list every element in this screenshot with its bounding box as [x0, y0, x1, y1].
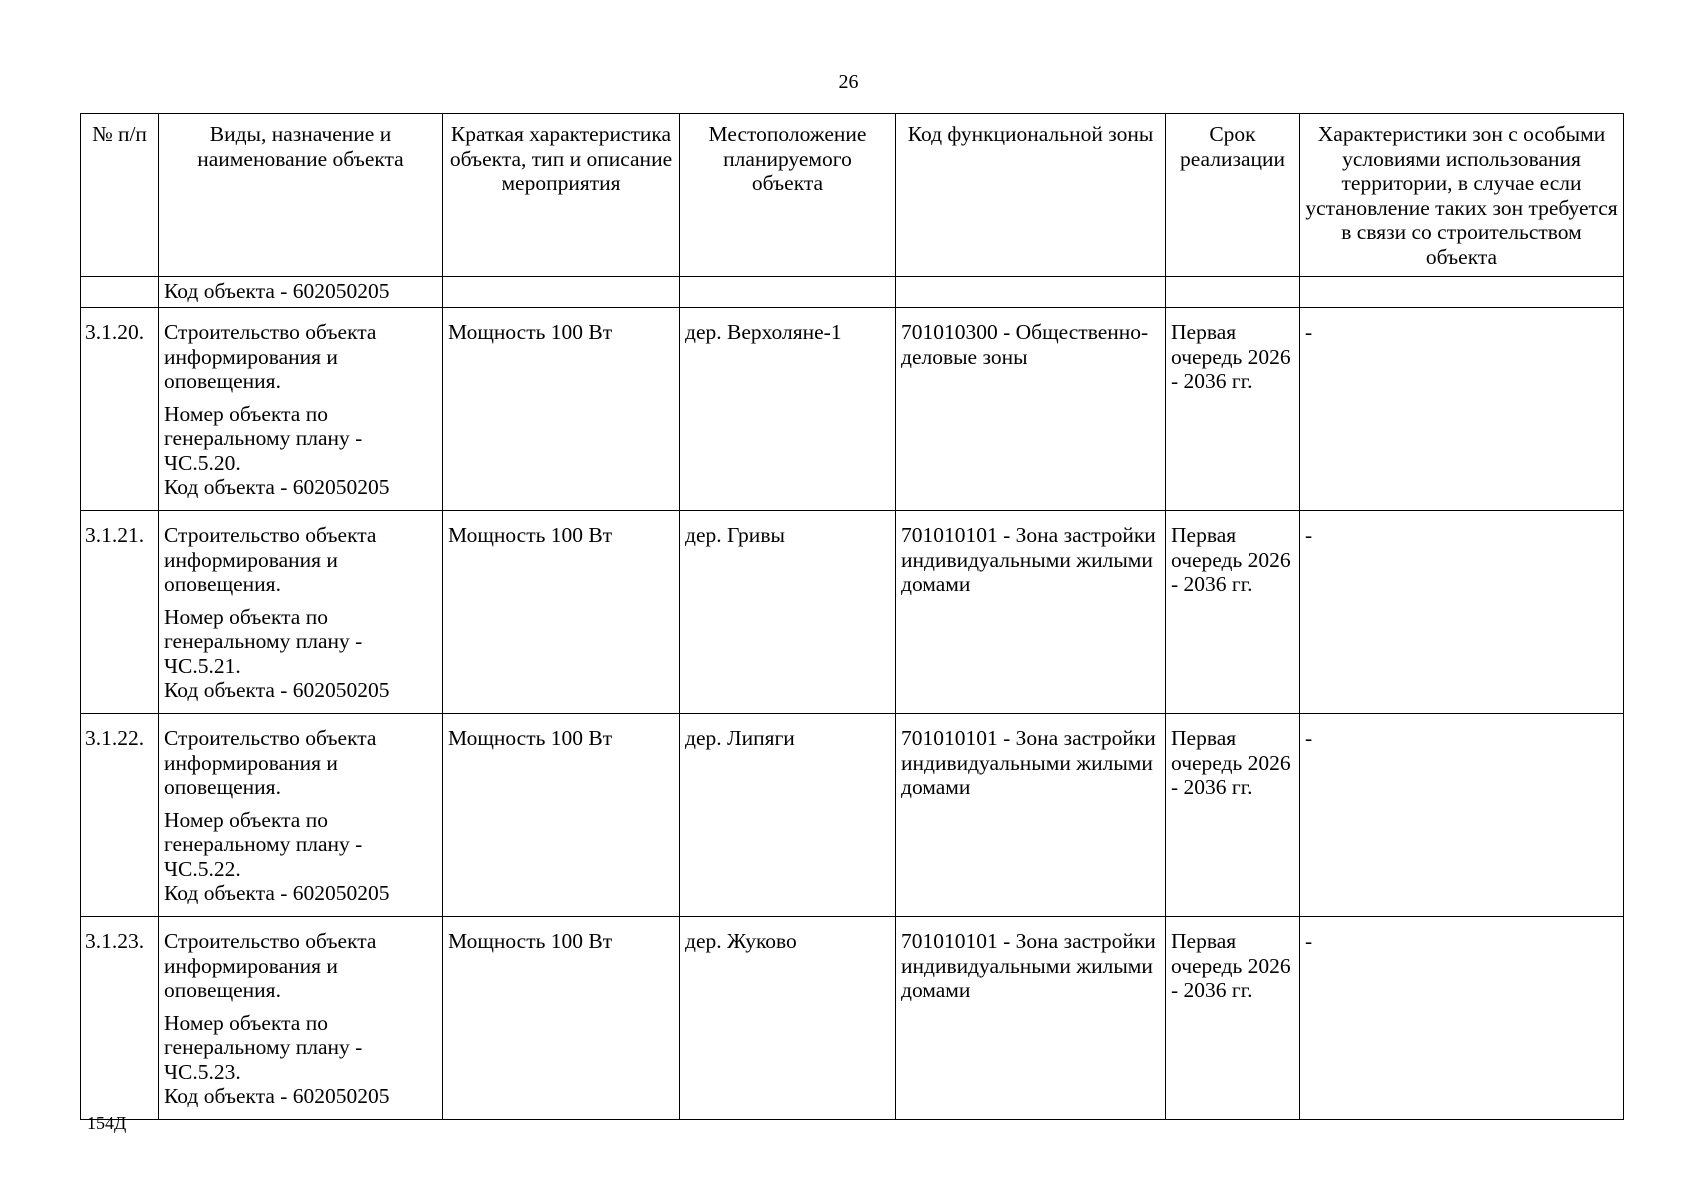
object-plan-number: Номер объекта по генеральному плану - ЧС.5.20. [164, 401, 363, 475]
object-title: Строительство объекта информирования и оповещения. [164, 726, 377, 799]
object-plan-number: Номер объекта по генеральному плану - ЧС.5.23. [164, 1010, 363, 1084]
header-zone-code: Код функциональной зоны [896, 114, 1166, 277]
cell-number: 3.1.22. [81, 714, 159, 917]
table-row [81, 917, 1624, 1120]
header-object-name: Виды, назначение и наименование объекта [159, 114, 443, 277]
cell-term: Первая очередь 2026 - 2036 гг. [1166, 308, 1300, 511]
cell-location: дер. Гривы [680, 511, 896, 714]
cell-number: 3.1.23. [81, 917, 159, 1120]
cell-special-zones [1300, 277, 1624, 308]
table-header-row [81, 114, 1624, 277]
cell-number: 3.1.21. [81, 511, 159, 714]
object-code: Код объекта - 602050205 [164, 475, 390, 499]
table-row-continuation [81, 277, 1624, 308]
cell-zone-code: 701010101 - Зона застройки индивидуальными жилыми домами [896, 917, 1166, 1120]
cell-characteristic: Мощность 100 Вт [443, 308, 680, 511]
object-plan-number: Номер объекта по генеральному плану - ЧС.5.21. [164, 604, 363, 678]
cell-object-name [159, 917, 443, 1120]
cell-zone-code: 701010101 - Зона застройки индивидуальными жилыми домами [896, 511, 1166, 714]
cell-term: Первая очередь 2026 - 2036 гг. [1166, 511, 1300, 714]
header-characteristic: Краткая характеристика объекта, тип и описание мероприятия [443, 114, 680, 277]
header-term: Срок реализации [1166, 114, 1300, 277]
cell-zone-code: 701010101 - Зона застройки индивидуальными жилыми домами [896, 714, 1166, 917]
page-number: 26 [838, 71, 859, 93]
object-code: Код объекта - 602050205 [164, 1084, 390, 1108]
cell-zone-code: 701010300 - Общественно-деловые зоны [896, 308, 1166, 511]
object-code: Код объекта - 602050205 [164, 678, 390, 702]
cell-term: Первая очередь 2026 - 2036 гг. [1166, 714, 1300, 917]
cell-object-name: Код объекта - 602050205 [159, 277, 443, 308]
cell-characteristic: Мощность 100 Вт [443, 917, 680, 1120]
object-plan-number: Номер объекта по генеральному плану - ЧС.5.22. [164, 807, 363, 881]
cell-term: Первая очередь 2026 - 2036 гг. [1166, 917, 1300, 1120]
header-special-zones: Характеристики зон с особыми условиями использования территории, в случае если установление таких зон требуется в связи со строительством объекта [1300, 114, 1624, 277]
cell-number: 3.1.20. [81, 308, 159, 511]
object-title: Строительство объекта информирования и оповещения. [164, 523, 377, 596]
cell-object-name [159, 308, 443, 511]
cell-location [680, 277, 896, 308]
cell-special-zones: - [1300, 511, 1624, 714]
table-row [81, 714, 1624, 917]
footer-document-code: 154Д [87, 1113, 127, 1133]
cell-special-zones: - [1300, 308, 1624, 511]
header-location: Местоположение планируемого объекта [680, 114, 896, 277]
table-row [81, 308, 1624, 511]
cell-special-zones: - [1300, 714, 1624, 917]
table-row [81, 511, 1624, 714]
object-title: Строительство объекта информирования и оповещения. [164, 320, 377, 393]
cell-term [1166, 277, 1300, 308]
cell-zone-code [896, 277, 1166, 308]
cell-characteristic: Мощность 100 Вт [443, 714, 680, 917]
cell-location: дер. Верхоляне-1 [680, 308, 896, 511]
cell-number [81, 277, 159, 308]
cell-characteristic [443, 277, 680, 308]
cell-location: дер. Жуково [680, 917, 896, 1120]
cell-object-name [159, 511, 443, 714]
object-title: Строительство объекта информирования и оповещения. [164, 929, 377, 1002]
cell-location: дер. Липяги [680, 714, 896, 917]
cell-object-name [159, 714, 443, 917]
cell-characteristic: Мощность 100 Вт [443, 511, 680, 714]
object-code: Код объекта - 602050205 [164, 881, 390, 905]
objects-table [80, 113, 1624, 1120]
cell-special-zones: - [1300, 917, 1624, 1120]
header-number: № п/п [81, 114, 159, 277]
